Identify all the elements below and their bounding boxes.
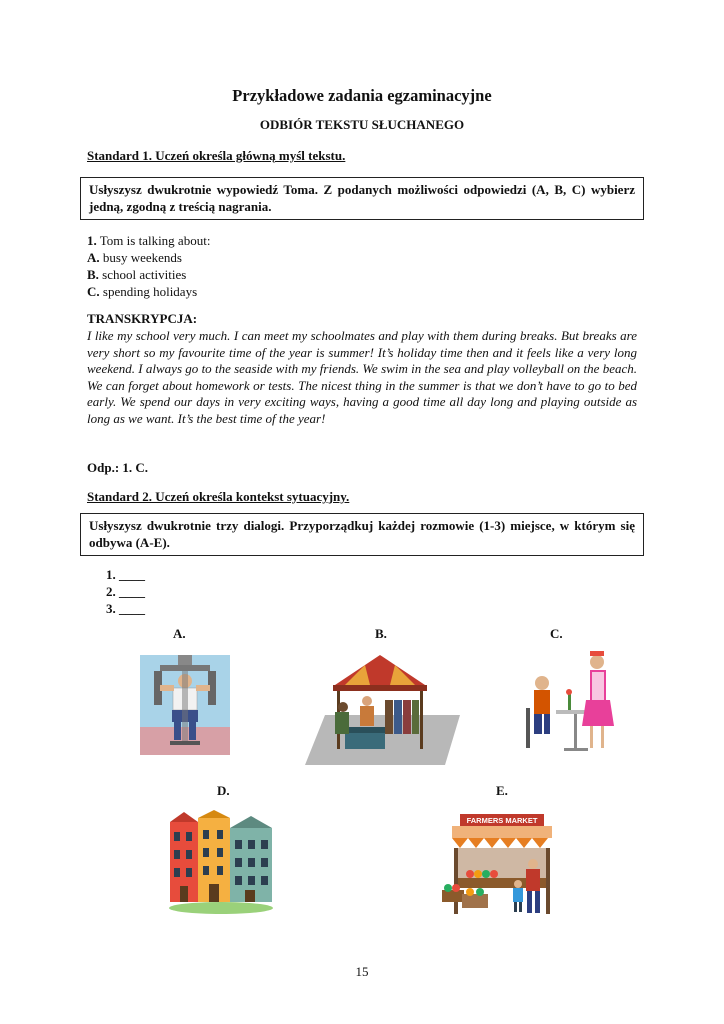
- market-stall-picture: [305, 655, 460, 765]
- standard-1-heading: Standard 1. Uczeń określa główną myśl tekstu.: [87, 148, 346, 163]
- cafe-picture: [520, 648, 620, 758]
- farmers-market-picture: [440, 812, 565, 920]
- label-a: A.: [173, 626, 186, 641]
- standard-1-instruction-box: Usłyszysz dwukrotnie wypowiedź Toma. Z podanych możliwości odpowiedzi (A, B, C) wybierz jedną, zgodną z treścią nagrania.: [80, 177, 644, 220]
- standard-2-heading: Standard 2. Uczeń określa kontekst sytuacyjny.: [87, 489, 350, 504]
- option-b: [87, 266, 186, 283]
- label-b: B.: [375, 626, 387, 641]
- option-text: spending holidays: [99, 284, 198, 299]
- town-houses-picture: [165, 810, 280, 920]
- page-title: Przykładowe zadania egzaminacyjne: [232, 86, 492, 105]
- gym-picture: [140, 655, 230, 755]
- option-a: [87, 249, 182, 266]
- option-letter: C.: [87, 284, 100, 299]
- answer-blank-2: 2. ____: [106, 584, 145, 599]
- label-c: C.: [550, 626, 563, 641]
- question-number: 1.: [87, 233, 97, 248]
- answer-line: Odp.: 1. C.: [87, 460, 149, 475]
- section-subtitle: ODBIÓR TEKSTU SŁUCHANEGO: [259, 117, 465, 132]
- label-d: D.: [217, 783, 230, 798]
- page-number: 15: [355, 964, 369, 979]
- answer-blank-3: 3. ____: [106, 601, 145, 616]
- option-text: school activities: [98, 267, 187, 282]
- question-text: Tom is talking about:: [96, 233, 211, 248]
- standard-2-instruction-box: Usłyszysz dwukrotnie trzy dialogi. Przyporządkuj każdej rozmowie (1-3) miejsce, w którym się odbywa (A-E).: [80, 513, 644, 556]
- option-c: [87, 283, 197, 300]
- question-1: [87, 232, 210, 249]
- answer-blank-1: 1. ____: [106, 567, 145, 582]
- transcript-heading: TRANSKRYPCJA:: [87, 311, 198, 326]
- label-e: E.: [496, 783, 508, 798]
- option-letter: B.: [87, 267, 99, 282]
- farmers-market-sign: FARMERS MARKET: [466, 816, 538, 825]
- option-letter: A.: [87, 250, 100, 265]
- option-text: busy weekends: [99, 250, 182, 265]
- transcript-text: I like my school very much. I can meet my schoolmates and play with them during breaks. But breaks are very short so my favourite time of the year is summer! It’s holiday time then and it feels like a very long weekend. I always go to the seaside with my friends. We swim in the sea and play volleyball on the beach. We can forget about homework or tests. The nicest thing in the summer is that we don’t have to go to bed early. We spend our days in very exciting ways, having a good time all day long and playing outside as long as we want. It’s the best time of the year!: [87, 328, 637, 426]
